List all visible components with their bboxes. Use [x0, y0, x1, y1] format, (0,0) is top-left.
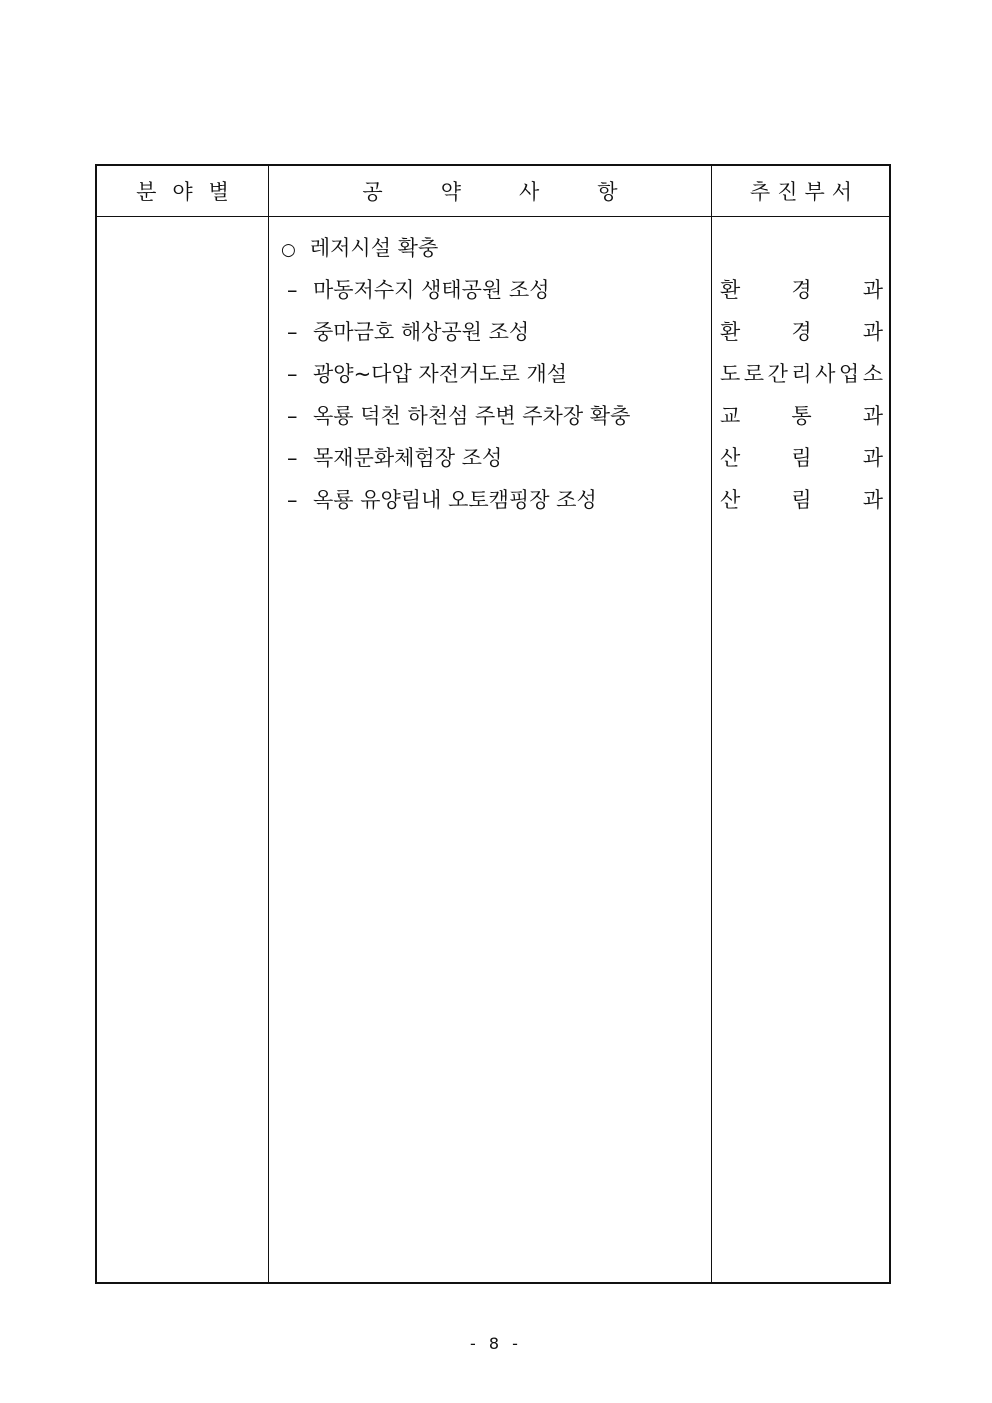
- dash-marker: –: [287, 446, 298, 470]
- page-number: - 8 -: [470, 1334, 522, 1353]
- pledge-item-text: 중마금호 해상공원 조성: [313, 320, 530, 344]
- pledge-item: [287, 358, 567, 390]
- department-char: 경: [791, 278, 812, 302]
- pledge-item-text: 목재문화체험장 조성: [313, 446, 503, 470]
- department-char: 간: [767, 362, 788, 386]
- pledge-item: [287, 274, 550, 306]
- header-department: 추진부서: [749, 180, 860, 204]
- pledge-item-text: 마동저수지 생태공원 조성: [313, 278, 550, 302]
- department-char: 과: [862, 320, 883, 344]
- department-char: 과: [862, 488, 883, 512]
- dash-marker: –: [287, 404, 298, 428]
- table-row: [97, 442, 889, 474]
- department-char: 사: [815, 362, 836, 386]
- section-heading: [281, 232, 438, 264]
- header-category: 분야별: [136, 180, 245, 204]
- department-cell: [720, 316, 883, 348]
- dash-marker: –: [287, 488, 298, 512]
- pledge-item: [287, 484, 597, 516]
- department-char: 림: [791, 488, 812, 512]
- dash-marker: –: [287, 278, 298, 302]
- department-cell: [720, 484, 883, 516]
- department-cell: [720, 358, 883, 390]
- circle-bullet-icon: ○: [281, 240, 296, 260]
- department-char: 교: [720, 404, 741, 428]
- department-char: 소: [862, 362, 883, 386]
- pledge-item: [287, 316, 529, 348]
- dash-marker: –: [287, 320, 298, 344]
- department-char: 과: [862, 446, 883, 470]
- department-char: 경: [791, 320, 812, 344]
- department-char: 환: [720, 278, 741, 302]
- dash-marker: –: [287, 362, 298, 386]
- department-char: 과: [862, 278, 883, 302]
- pledge-item-text: 옥룡 덕천 하천섬 주변 주차장 확충: [313, 404, 631, 428]
- department-char: 림: [791, 446, 812, 470]
- pledge-item: [287, 442, 502, 474]
- header-pledge: 공약사항: [362, 180, 676, 204]
- department-cell: [720, 274, 883, 306]
- department-char: 산: [720, 488, 741, 512]
- header-divider: [97, 216, 889, 217]
- department-char: 환: [720, 320, 741, 344]
- table-row: [97, 274, 889, 306]
- department-cell: [720, 442, 883, 474]
- department-char: 통: [791, 404, 812, 428]
- department-char: 업: [838, 362, 860, 386]
- pledge-item-text: 광양~다압 자전거도로 개설: [313, 362, 568, 386]
- pledge-item-text: 옥룡 유양림내 오토캠핑장 조성: [313, 488, 597, 512]
- department-char: 리: [791, 362, 812, 386]
- department-cell: [720, 400, 883, 432]
- department-char: 로: [743, 362, 765, 386]
- table-row: [97, 400, 889, 432]
- department-char: 과: [862, 404, 883, 428]
- department-char: 산: [720, 446, 741, 470]
- pledge-item: [287, 400, 630, 432]
- table-row: [97, 316, 889, 348]
- pledge-table: [95, 164, 891, 1284]
- department-char: 도: [720, 362, 741, 386]
- table-row: [97, 358, 889, 390]
- table-row: [97, 484, 889, 516]
- section-title-text: 레저시설 확충: [309, 236, 439, 260]
